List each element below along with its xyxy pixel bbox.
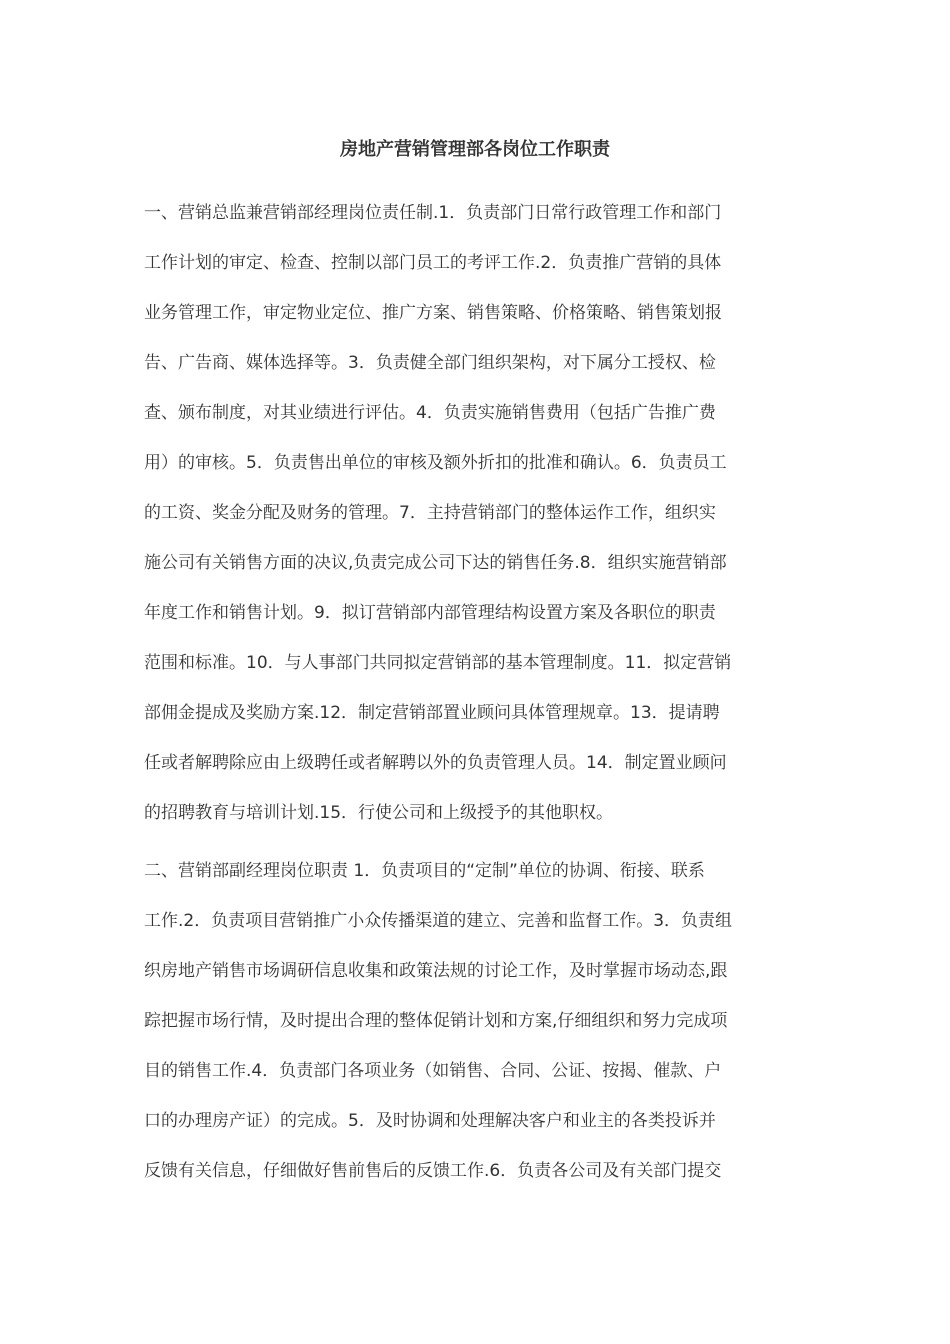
paragraph-line: 年度工作和销售计划。9．拟订营销部内部管理结构设置方案及各职位的职责: [144, 603, 716, 623]
paragraph-line: 一、营销总监兼营销部经理岗位责任制.1．负责部门日常行政管理工作和部门: [144, 203, 722, 223]
paragraph-line: 用）的审核。5．负责售出单位的审核及额外折扣的批准和确认。6．负责员工: [144, 453, 727, 473]
paragraph-marketing-director: [144, 188, 806, 838]
paragraph-line: 范围和标准。10．与人事部门共同拟定营销部的基本管理制度。11．拟定营销: [144, 653, 732, 673]
paragraph-line: 反馈有关信息，仔细做好售前售后的反馈工作.6．负责各公司及有关部门提交: [144, 1161, 722, 1181]
paragraph-line: 查、颁布制度，对其业绩进行评估。4．负责实施销售费用（包括广告推广费: [144, 403, 716, 423]
paragraph-line: 工作.2．负责项目营销推广小众传播渠道的建立、完善和监督工作。3．负责组: [144, 911, 733, 931]
paragraph-line: 的工资、奖金分配及财务的管理。7．主持营销部门的整体运作工作，组织实: [144, 503, 716, 523]
paragraph-line: 告、广告商、媒体选择等。3．负责健全部门组织架构，对下属分工授权、检: [144, 353, 716, 373]
paragraph-line: 二、营销部副经理岗位职责 1．负责项目的“定制”单位的协调、衔接、联系: [144, 861, 705, 881]
paragraph-line: 的招聘教育与培训计划.15．行使公司和上级授予的其他职权。: [144, 803, 614, 823]
paragraph-deputy-manager: [144, 846, 806, 1196]
paragraph-line: 业务管理工作，审定物业定位、推广方案、销售策略、价格策略、销售策划报: [144, 303, 722, 323]
paragraph-line: 踪把握市场行情，及时提出合理的整体促销计划和方案,仔细组织和努力完成项: [144, 1011, 728, 1031]
paragraph-line: 口的办理房产证）的完成。5．及时协调和处理解决客户和业主的各类投诉并: [144, 1111, 716, 1131]
paragraph-line: 部佣金提成及奖励方案.12．制定营销部置业顾问具体管理规章。13．提请聘: [144, 703, 720, 723]
paragraph-line: 任或者解聘除应由上级聘任或者解聘以外的负责管理人员。14．制定置业顾问: [144, 753, 727, 773]
paragraph-line: 施公司有关销售方面的决议,负责完成公司下达的销售任务.8．组织实施营销部: [144, 553, 727, 573]
document-title: 房地产营销管理部各岗位工作职责: [340, 139, 610, 160]
paragraph-line: 织房地产销售市场调研信息收集和政策法规的讨论工作，及时掌握市场动态,跟: [144, 961, 728, 981]
paragraph-line: 目的销售工作.4．负责部门各项业务（如销售、合同、公证、按揭、催款、户: [144, 1061, 722, 1081]
paragraph-line: 工作计划的审定、检查、控制以部门员工的考评工作.2．负责推广营销的具体: [144, 253, 722, 273]
